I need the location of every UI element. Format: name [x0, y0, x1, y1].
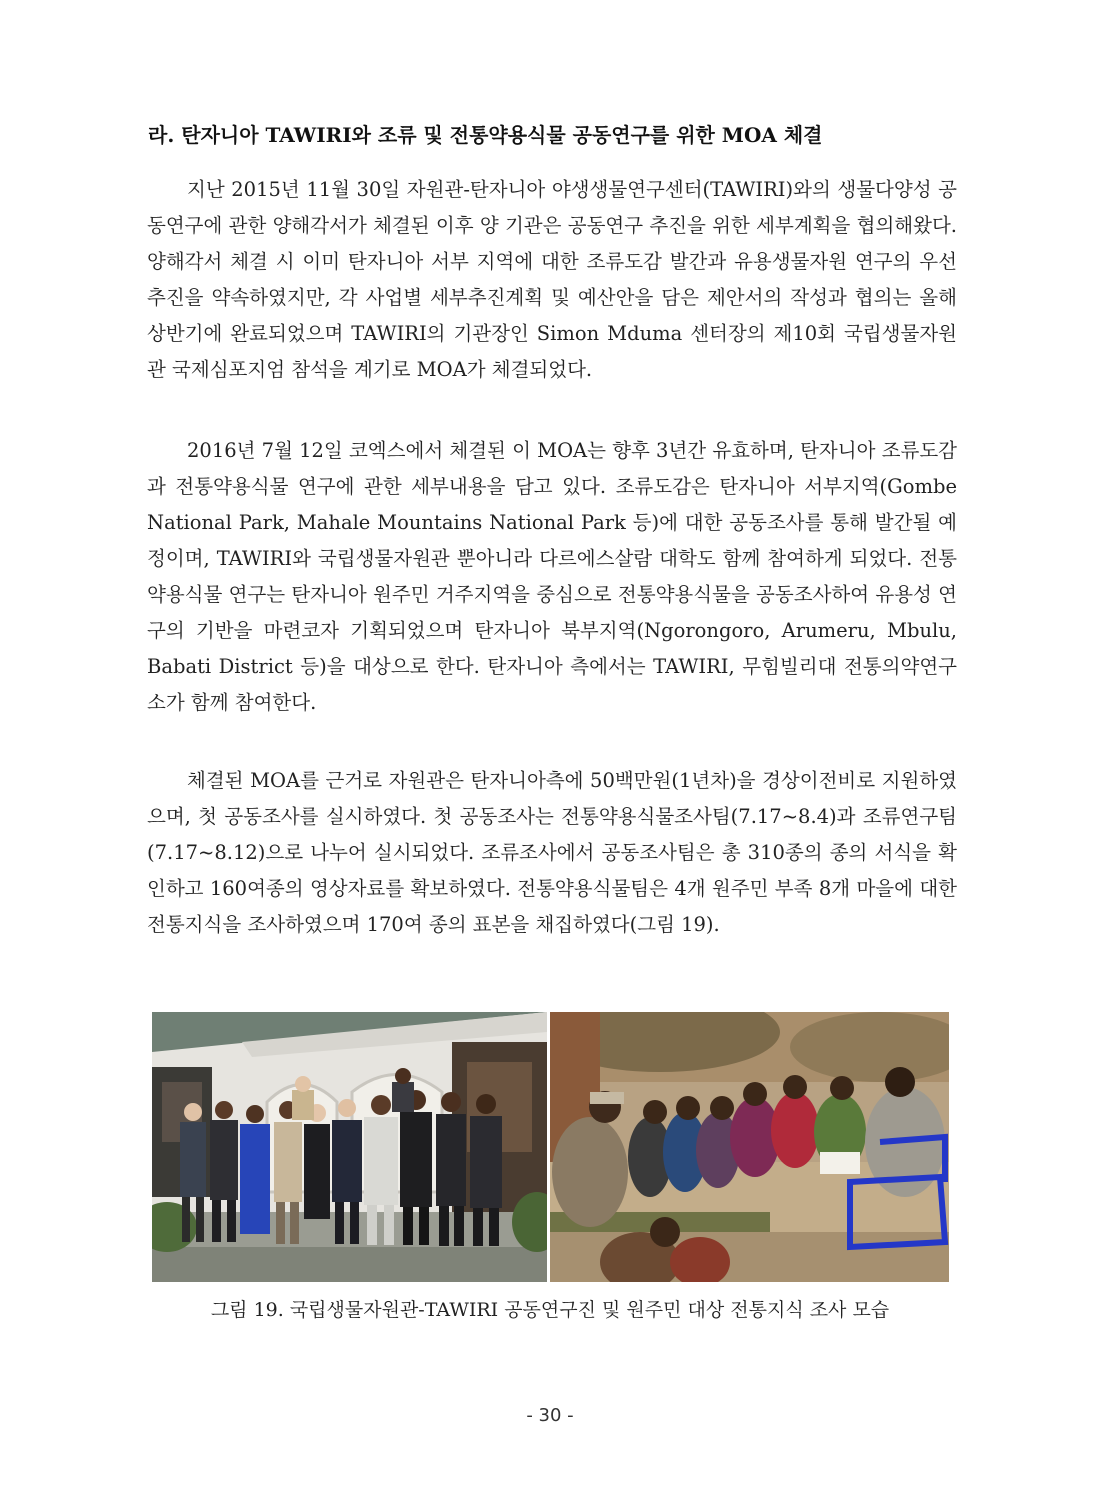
group-photo — [152, 1012, 547, 1282]
paragraph-1: 지난 2015년 11월 30일 자원관-탄자니아 야생생물연구센터(TAWIRI)와의 생물다양성 공동연구에 관한 양해각서가 체결된 이후 양 기관은 공동연구 추진을 위한 세부계획을 협의해왔다. 양해각서 체결 시 이미 탄자니아 서부 지역에 대한 조류도감 발간과 유용생물자원 연구의 우선 추진을 약속하였지만, 각 사업별 세부추진계획 및 예산안을 담은 제안서의 작성과 협의는 올해 상반기에 완료되었으며 TAWIRI의 기관장인 Simon Mduma 센터장의 제10회 국립생물자원관 국제심포지엄 참석을 계기로 MOA가 체결되었다. — [147, 178, 957, 381]
page-number: - 30 - — [526, 1405, 574, 1426]
field-survey-photo — [550, 1012, 949, 1282]
group-photo-image — [152, 1012, 547, 1282]
section-heading: 라. 탄자니아 TAWIRI와 조류 및 전통약용식물 공동연구를 위한 MOA 체결 — [148, 123, 823, 147]
figure-caption: 그림 19. 국립생물자원관-TAWIRI 공동연구진 및 원주민 대상 전통지식 조사 모습 — [210, 1299, 890, 1321]
paragraph-2: 2016년 7월 12일 코엑스에서 체결된 이 MOA는 향후 3년간 유효하며, 탄자니아 조류도감과 전통약용식물 연구에 관한 세부내용을 담고 있다. 조류도감은 탄자니아 서부지역(Gombe National Park, Mahale Mountains National Park 등)에 대한 공동조사를 통해 발간될 예정이며, TAWIRI와 국립생물자원관 뿐아니라 다르에스살람 대학도 함께 참여하게 되었다. 전통약용식물 연구는 탄자니아 원주민 거주지역을 중심으로 전통약용식물을 공동조사하여 유용성 연구의 기반을 마련코자 기획되었으며 탄자니아 북부지역(Ngorongoro, Arumeru, Mbulu, Babati District 등)을 대상으로 한다. 탄자니아 측에서는 TAWIRI, 무힘빌리대 전통의약연구소가 함께 참여한다. — [147, 439, 957, 714]
paragraph-3: 체결된 MOA를 근거로 자원관은 탄자니아측에 50백만원(1년차)을 경상이전비로 지원하였으며, 첫 공동조사를 실시하였다. 첫 공동조사는 전통약용식물조사팀(7.17~8.4)과 조류연구팀(7.17~8.12)으로 나누어 실시되었다. 조류조사에서 공동조사팀은 총 310종의 종의 서식을 확인하고 160여종의 영상자료를 확보하였다. 전통약용식물팀은 4개 원주민 부족 8개 마을에 대한 전통지식을 조사하였으며 170여 종의 표본을 채집하였다(그림 19). — [147, 769, 957, 936]
field-survey-photo-image — [550, 1012, 949, 1282]
figure-19 — [152, 1012, 949, 1282]
